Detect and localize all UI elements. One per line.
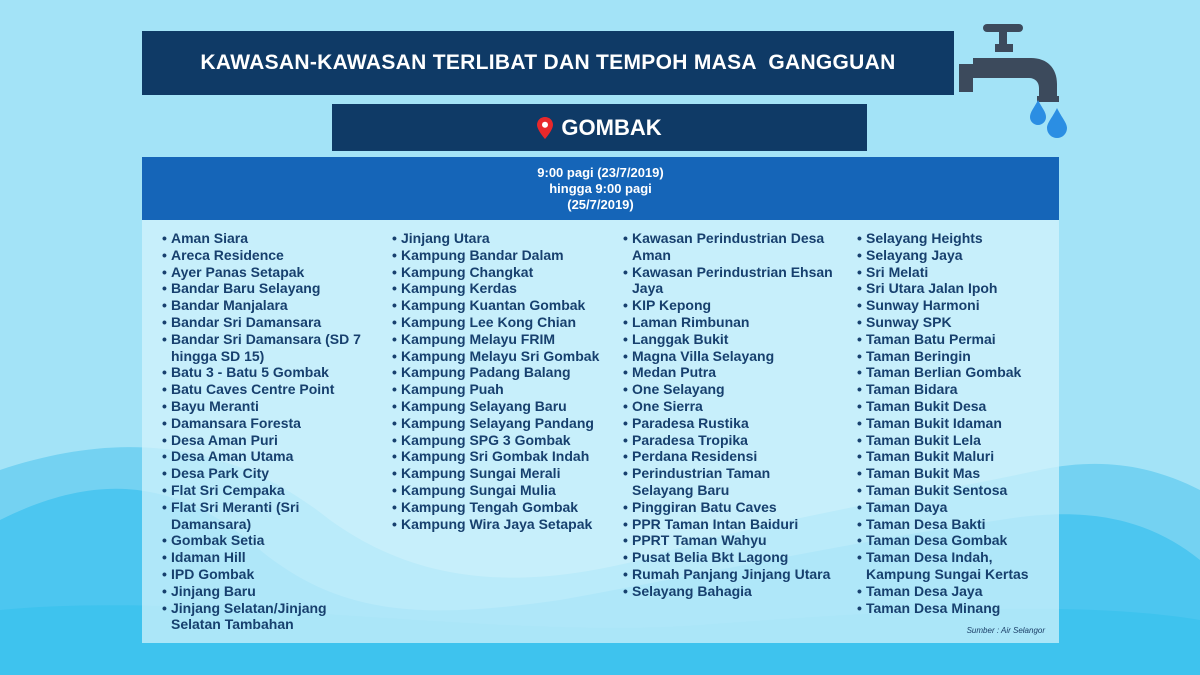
- area-item: • Taman Desa Gombak: [857, 532, 1052, 549]
- area-item: • Kampung Kerdas: [392, 280, 602, 297]
- page-title: KAWASAN-KAWASAN TERLIBAT DAN TEMPOH MASA GANGGUAN: [142, 31, 954, 95]
- area-item: • Kampung Lee Kong Chian: [392, 314, 602, 331]
- area-item: • Pinggiran Batu Caves: [623, 499, 833, 516]
- area-item: • KIP Kepong: [623, 297, 833, 314]
- area-item: • Desa Aman Puri: [162, 432, 372, 449]
- area-item: • Paradesa Tropika: [623, 432, 833, 449]
- area-item: • Jinjang Utara: [392, 230, 602, 247]
- area-item: • Sri Melati: [857, 264, 1052, 281]
- area-item: • Batu Caves Centre Point: [162, 381, 372, 398]
- area-item: • Taman Berlian Gombak: [857, 364, 1052, 381]
- area-item: • Bandar Baru Selayang: [162, 280, 372, 297]
- area-item: • Kampung Bandar Dalam: [392, 247, 602, 264]
- area-item: • Kampung Tengah Gombak: [392, 499, 602, 516]
- area-item: • Kampung Selayang Baru: [392, 398, 602, 415]
- area-item: • Kampung Sri Gombak Indah: [392, 448, 602, 465]
- area-item: • Areca Residence: [162, 247, 372, 264]
- area-item: • Kampung Selayang Pandang: [392, 415, 602, 432]
- area-column-4: [857, 230, 1052, 616]
- area-item: • Perindustrian Taman Selayang Baru: [623, 465, 833, 499]
- location-header: [332, 104, 867, 151]
- area-item: • Bayu Meranti: [162, 398, 372, 415]
- area-item: • Taman Beringin: [857, 348, 1052, 365]
- area-item: • Flat Sri Meranti (Sri Damansara): [162, 499, 372, 533]
- area-item: • Medan Putra: [623, 364, 833, 381]
- area-item: • Kampung Wira Jaya Setapak: [392, 516, 602, 533]
- area-item: • Taman Desa Indah, Kampung Sungai Kertas: [857, 549, 1052, 583]
- area-item: • Idaman Hill: [162, 549, 372, 566]
- area-item: • Selayang Jaya: [857, 247, 1052, 264]
- area-item: • Sunway Harmoni: [857, 297, 1052, 314]
- source-note: Sumber : Air Selangor: [966, 626, 1045, 635]
- area-item: • Taman Batu Permai: [857, 331, 1052, 348]
- area-item: • Jinjang Selatan/Jinjang Selatan Tambahan: [162, 600, 372, 634]
- area-item: • Kampung Puah: [392, 381, 602, 398]
- period-hingga: hingga 9:00 pagi: [549, 180, 652, 196]
- area-item: • Desa Aman Utama: [162, 448, 372, 465]
- area-item: • Bandar Sri Damansara (SD 7 hingga SD 15): [162, 331, 372, 365]
- area-columns: [142, 230, 1059, 635]
- area-item: • Perdana Residensi: [623, 448, 833, 465]
- water-drop-icon: [1030, 98, 1070, 140]
- area-item: • Taman Bidara: [857, 381, 1052, 398]
- area-column-1: [162, 230, 372, 633]
- area-item: • Kampung Sungai Merali: [392, 465, 602, 482]
- area-item: • Laman Rimbunan: [623, 314, 833, 331]
- area-item: • Kampung Changkat: [392, 264, 602, 281]
- area-item: • Kawasan Perindustrian Desa Aman: [623, 230, 833, 264]
- area-item: • Bandar Manjalara: [162, 297, 372, 314]
- area-item: • Kampung Kuantan Gombak: [392, 297, 602, 314]
- area-item: • Desa Park City: [162, 465, 372, 482]
- area-item: • Magna Villa Selayang: [623, 348, 833, 365]
- area-item: • Rumah Panjang Jinjang Utara: [623, 566, 833, 583]
- area-item: • Taman Bukit Desa: [857, 398, 1052, 415]
- area-item: • Kampung SPG 3 Gombak: [392, 432, 602, 449]
- area-item: • Pusat Belia Bkt Lagong: [623, 549, 833, 566]
- area-item: • Kampung Sungai Mulia: [392, 482, 602, 499]
- area-item: • Langgak Bukit: [623, 331, 833, 348]
- area-item: • One Sierra: [623, 398, 833, 415]
- area-item: • Selayang Bahagia: [623, 583, 833, 600]
- area-item: • PPR Taman Intan Baiduri: [623, 516, 833, 533]
- area-item: • Aman Siara: [162, 230, 372, 247]
- area-item: • Paradesa Rustika: [623, 415, 833, 432]
- area-item: • One Selayang: [623, 381, 833, 398]
- area-item: • IPD Gombak: [162, 566, 372, 583]
- area-item: • Taman Bukit Idaman: [857, 415, 1052, 432]
- area-item: • Jinjang Baru: [162, 583, 372, 600]
- area-item: • Flat Sri Cempaka: [162, 482, 372, 499]
- area-item: • Kampung Melayu FRIM: [392, 331, 602, 348]
- period-end: (25/7/2019): [567, 196, 634, 212]
- area-item: • Kampung Padang Balang: [392, 364, 602, 381]
- area-item: • Bandar Sri Damansara: [162, 314, 372, 331]
- area-item: • Taman Bukit Lela: [857, 432, 1052, 449]
- area-item: • Sunway SPK: [857, 314, 1052, 331]
- area-item: • Batu 3 - Batu 5 Gombak: [162, 364, 372, 381]
- area-item: • Kampung Melayu Sri Gombak: [392, 348, 602, 365]
- area-column-2: [392, 230, 602, 532]
- location-name: GOMBAK: [561, 114, 662, 140]
- area-item: • Sri Utara Jalan Ipoh: [857, 280, 1052, 297]
- area-item: • Taman Bukit Mas: [857, 465, 1052, 482]
- area-item: • Taman Bukit Sentosa: [857, 482, 1052, 499]
- area-item: • Taman Desa Minang: [857, 600, 1052, 617]
- area-item: • PPRT Taman Wahyu: [623, 532, 833, 549]
- area-item: • Taman Daya: [857, 499, 1052, 516]
- area-item: • Taman Desa Bakti: [857, 516, 1052, 533]
- location-pin-icon: [537, 117, 553, 139]
- area-item: • Damansara Foresta: [162, 415, 372, 432]
- area-item: • Taman Bukit Maluri: [857, 448, 1052, 465]
- area-item: • Kawasan Perindustrian Ehsan Jaya: [623, 264, 833, 298]
- disruption-period: [142, 157, 1059, 220]
- area-item: • Ayer Panas Setapak: [162, 264, 372, 281]
- area-column-3: [623, 230, 833, 600]
- area-item: • Taman Desa Jaya: [857, 583, 1052, 600]
- area-item: • Selayang Heights: [857, 230, 1052, 247]
- areas-panel: [142, 157, 1059, 643]
- period-start: 9:00 pagi (23/7/2019): [537, 164, 664, 180]
- area-item: • Gombak Setia: [162, 532, 372, 549]
